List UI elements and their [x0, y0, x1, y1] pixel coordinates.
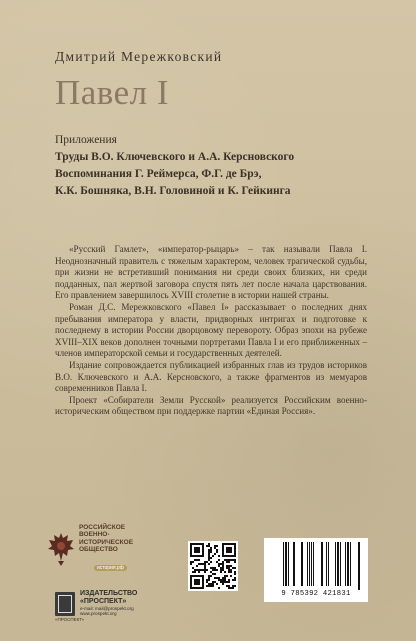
publisher-email: e-mail: mail@prospekt.org [80, 606, 134, 611]
rvio-name [79, 524, 133, 554]
publisher-site: www.prospekt.org [80, 611, 117, 617]
rvio-line: ИСТОРИЧЕСКОЕ [79, 538, 134, 546]
rvio-line: РОССИЙСКОЕ [79, 524, 126, 531]
appendix-line: Труды В.О. Ключевского и А.А. Керсновского [55, 151, 295, 163]
author-name: Дмитрий Мережковский [55, 49, 223, 64]
publisher-logo [55, 590, 185, 630]
appendix-heading: Приложения [55, 134, 117, 146]
appendix-block [55, 132, 385, 200]
qr-code-icon [188, 541, 238, 591]
rvio-line: ОБЩЕСТВО [79, 546, 118, 554]
publisher-label: ИЗДАТЕЛЬСТВО [80, 590, 138, 597]
appendix-line: К.К. Бошняка, В.Н. Головиной и К. Гейкинга [55, 185, 291, 197]
rvio-badge: история.рф [94, 565, 127, 571]
annotation-paragraph: Проект «Собиратели Земли Русской» реализуется Российским военно-историческим обществом при поддержке партии «Единая Россия». [55, 394, 367, 417]
appendix-line: Воспоминания Г. Реймерса, Ф.Г. де Брэ, [55, 168, 262, 180]
annotation-paragraph: Издание сопровождается публикацией избранных глав из трудов историков В.О. Ключевского и А.А. Керсновского, а также фрагментов из мемуаров современников Павла I. [55, 359, 367, 394]
isbn-digits: 9 785392 421831 [281, 590, 351, 598]
publisher-brand: «ПРОСПЕКТ» [80, 598, 127, 605]
prospekt-logo-icon [55, 592, 75, 616]
annotation-text [55, 244, 367, 418]
book-title: Павел I [55, 73, 170, 112]
isbn-barcode-icon [264, 538, 368, 602]
double-headed-eagle-icon [46, 529, 76, 567]
publisher-text [80, 590, 137, 617]
rvio-line: ВОЕННО- [79, 531, 110, 539]
annotation-paragraph: Роман Д.С. Мережковского «Павел I» рассказывает о последних днях пребывания императора у власти, придворных интригах и подготовке к последнему в истории России дворцовому перевороту. Образ эпохи на рубеже XVIII–XIX веков дополнен точными портретами Павла I и его приближенных – членов императорской семьи и государственных деятелей. [55, 301, 367, 359]
annotation-paragraph: «Русский Гамлет», «император-рыцарь» – так называли Павла I. Неоднозначный правитель с тяжелым характером, человек трагической судьбы, при жизни не встретивший понимания ни среди своих близких, ни среди подданных, пал жертвой заговора спустя пять лет после начала царствования. Его правлением завершилось XVIII столетие в истории нашей страны. [55, 244, 367, 301]
publisher-caption: «ПРОСПЕКТ» [55, 617, 85, 622]
rvio-logo [46, 521, 132, 591]
